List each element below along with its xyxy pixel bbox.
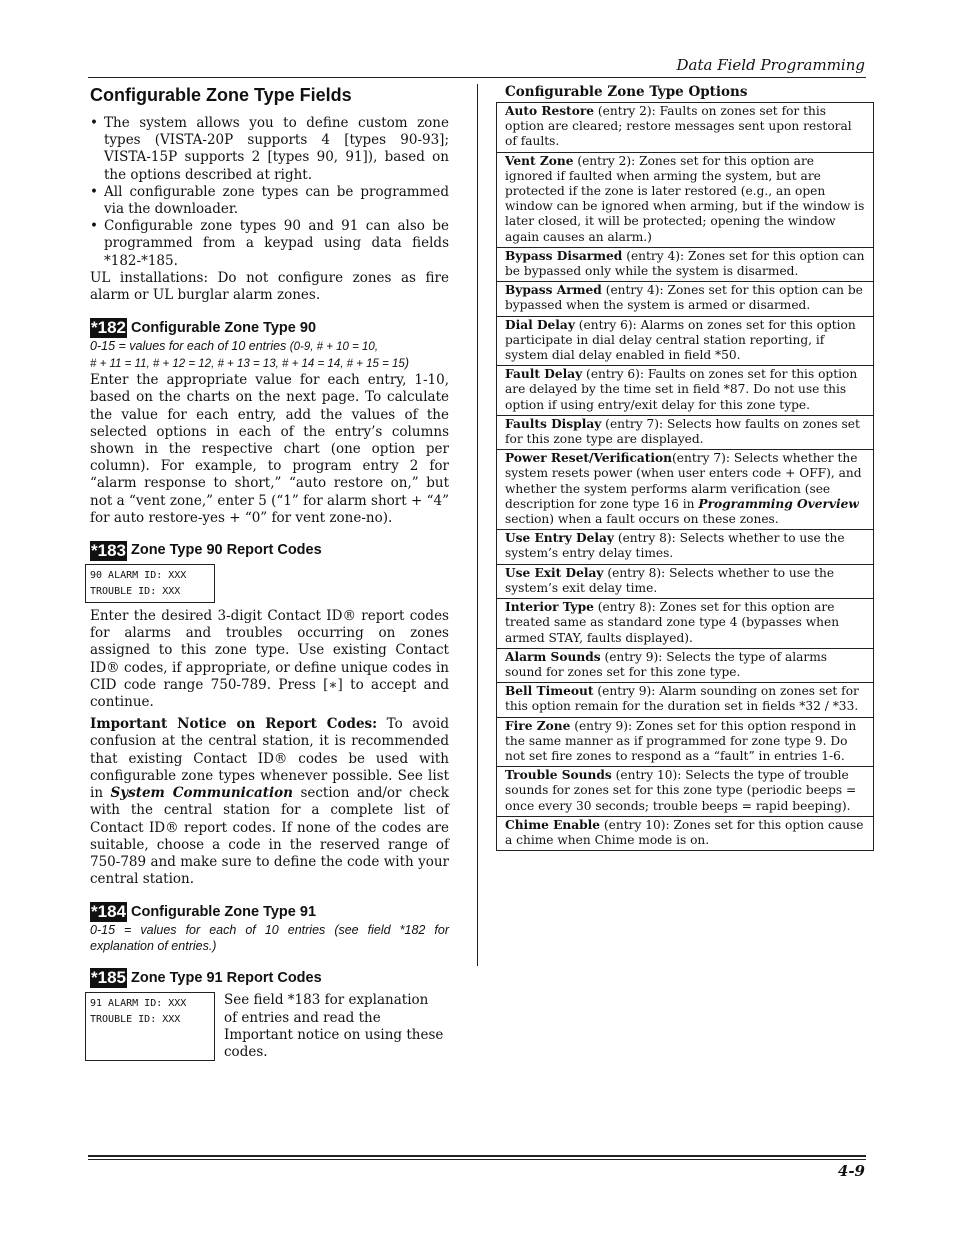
option-cell [497,530,874,564]
left-column [90,84,449,1061]
field-183-tag: *183 [91,541,126,561]
option-name: Vent Zone [505,153,574,168]
option-row [497,683,874,717]
field-185-body: See field *183 for explanation of entries and read the Important notice on using these codes. [224,992,444,1060]
display-line: 90 ALARM ID: XXX [90,570,187,582]
option-name: Bypass Armed [505,283,602,298]
section-header-title: Data Field Programming [676,56,865,74]
option-description: (entry 8): Selects whether to use the system’s entry delay times. [505,531,845,561]
option-cell [497,450,874,530]
option-row [497,366,874,416]
option-name: Power Reset/Verification [505,451,673,466]
option-row [497,648,874,682]
options-table-body [497,103,874,851]
option-name: Faults Display [505,416,602,431]
top-rule [88,77,866,78]
field-182-heading [90,318,449,338]
field-184-range: 0-15 = values for each of 10 entries (see field *182 for explanation of entries.) [90,923,449,954]
field-182-range-line1: 0-15 = values for each of 10 entries [90,339,287,354]
bottom-rule-thin [88,1159,866,1160]
option-row [497,816,874,850]
option-cell [497,103,874,153]
option-description: (entry 8): Selects whether to use the system’s exit delay time. [505,565,835,595]
option-cell [497,816,874,850]
option-description: (entry 7): Selects how faults on zones set for this zone type are displayed. [505,416,860,447]
field-182-title: Configurable Zone Type 90 [130,319,317,336]
field-185-tag: *185 [91,968,126,988]
display-line: 91 ALARM ID: XXX [90,998,187,1010]
option-cell [497,683,874,717]
option-name: Fault Delay [505,367,583,382]
option-description: (entry 8): Zones set for this option are treated same as standard zone type 4 (bypasses when armed STAY, faults displayed). [505,600,840,645]
option-description: (entry 6): Faults on zones set for this option are delayed by the time set in field *87. Do not use this option if using entry/exit delay for this zone type. [505,367,858,412]
important-notice [90,716,449,888]
field-182-body: Enter the appropriate value for each entry, 1-10, based on the charts on the next page. To calculate the value for each entry, add the values of the selected options in each of the entry’s columns shown in the respective chart (one option per column). For example, to program entry 2 for “alarm response to short,” “auto restore on,” but not a “vent zone,” enter 5 (“1” for alarm short + “4” for auto restore-yes + “0” for vent zone-no). [90,372,449,526]
field-185-heading [90,968,449,988]
intro-bullet-list [90,115,449,270]
option-cell [497,316,874,366]
option-description: (entry 10): Zones set for this option cause a chime when Chime mode is on. [505,817,864,847]
display-line: TROUBLE ID: XXX [90,1013,181,1025]
option-description: (entry 9): Zones set for this option respond in the same manner as if programmed for zone type 9. Do not set fire zones to respond as a “fault” in entries 1-6. [505,718,857,763]
page-number: 4-9 [837,1162,865,1180]
field-185-title: Zone Type 91 Report Codes [130,969,322,986]
field-183-heading [90,541,449,561]
bullet-item: • The system allows you to define custom zone types (VISTA-20P supports 4 [types 90-93]; VISTA-15P supports 2 [types 90, 91]), based on the options described at right. [104,115,449,184]
field-183-title: Zone Type 90 Report Codes [130,542,322,559]
option-row [497,767,874,817]
option-name: Trouble Sounds [505,768,612,783]
option-cell [497,564,874,598]
option-cell [497,648,874,682]
option-description-2: section) when a fault occurs on these zones. [505,512,779,527]
column-divider [477,84,478,966]
options-table-title: Configurable Zone Type Options [505,84,748,100]
option-cell [497,717,874,767]
important-notice-text-2: section and/or check with the central station for a complete list of Contact ID® report codes. If none of the codes are suitable, choose a code in the reserved range of 750-789 and make sure to define the code with your central station. [90,785,449,888]
options-table [496,102,874,851]
option-name: Bypass Disarmed [505,248,623,263]
field-182-tag: *182 [91,318,126,338]
option-description: (entry 4): Zones set for this option can be bypassed only while the system is disarmed. [505,248,865,279]
option-cell [497,152,874,247]
option-description: (entry 4): Zones set for this option can be bypassed when the system is armed or disarmed. [505,283,863,313]
field-182-range-line2: # + 11 = 11, # + 12 = 12, # + 13 = 13, # + 14 = 14, # + 15 = 15 [90,358,405,371]
option-description: (entry 6): Alarms on zones set for this option participate in dial delay central station reporting, if system dial delay enabled in field *50. [505,317,856,363]
option-cell [497,247,874,281]
system-communication-ref: System Communication [110,785,293,802]
option-row [497,316,874,366]
programming-overview-ref: Programming Overview [698,496,859,511]
option-row [497,530,874,564]
option-description: (entry 2): Faults on zones set for this option are cleared; restore messages sent upon restoral of faults. [505,104,852,149]
option-cell [497,415,874,449]
option-row [497,152,874,247]
option-cell [497,282,874,316]
field-184-heading [90,902,449,922]
important-notice-label: Important Notice on Report Codes: [90,716,378,733]
field-182-range-line2b: ) [404,356,409,371]
option-name: Bell Timeout [505,684,594,699]
option-row [497,564,874,598]
field-184-tag: *184 [91,902,126,922]
display-line: TROUBLE ID: XXX [90,585,181,597]
option-row [497,103,874,153]
bottom-rule [88,1155,866,1157]
ul-installation-note: UL installations: Do not configure zones as fire alarm or UL burglar alarm zones. [90,269,449,304]
option-row [497,717,874,767]
option-cell [497,767,874,817]
field-182-range [90,338,449,372]
page-title: Configurable Zone Type Fields [90,85,352,105]
option-name: Auto Restore [505,104,594,118]
option-row [497,247,874,281]
option-description: (entry 9): Selects the type of alarms sound for zones set for this zone type. [505,649,828,679]
option-name: Use Entry Delay [505,531,614,546]
option-row [497,450,874,530]
field-184-title: Configurable Zone Type 91 [130,903,317,920]
option-cell [497,366,874,416]
bullet-item: • All configurable zone types can be programmed via the downloader. [104,184,449,218]
option-name: Interior Type [505,600,594,615]
option-name: Alarm Sounds [505,649,601,664]
option-name: Chime Enable [505,817,601,832]
option-row [497,599,874,649]
field-182-range-line1b: (0-9, # + 10 = 10, [289,341,379,354]
option-row [497,282,874,316]
option-name: Dial Delay [505,317,575,332]
option-name: Fire Zone [505,718,571,733]
option-cell [497,599,874,649]
option-description: (entry 9): Alarm sounding on zones set for this option remain for the duration set in fields *32 / *33. [505,684,859,714]
option-name: Use Exit Delay [505,565,604,580]
option-row [497,415,874,449]
field-185-row [90,992,449,1061]
field-183-display-box [85,564,215,603]
option-description: (entry 7): Selects whether the system resets power (when user enters code + OFF), and whether the system performs alarm verification (see description for zone type 16 in [505,451,862,511]
option-description: (entry 2): Zones set for this option are ignored if faulted when arming the system, but are protected if the zone is later restored (e.g., an open window can be ignored when arming, but if the window is later closed, it will be protected; opening the window again causes an alarm.) [505,153,865,244]
bullet-item: • Configurable zone types 90 and 91 can also be programmed from a keypad using data fields *182-*185. [104,218,449,270]
option-description: (entry 10): Selects the type of trouble sounds for zones set for this zone type (periodic beeps = once every 30 seconds; trouble beeps = rapid beeping). [505,768,857,813]
important-notice-text: To avoid confusion at the central station, it is recommended that existing Contact ID® codes be used with configurable zone types whenever possible. See list in [90,716,449,802]
field-183-body: Enter the desired 3-digit Contact ID® report codes for alarms and troubles occurring on zones assigned to this zone type. Use existing Contact ID® codes, if appropriate, or define unique codes in CID code range 750-789. Press [∗] to accept and continue. [90,608,449,711]
field-185-display-box [85,992,215,1061]
